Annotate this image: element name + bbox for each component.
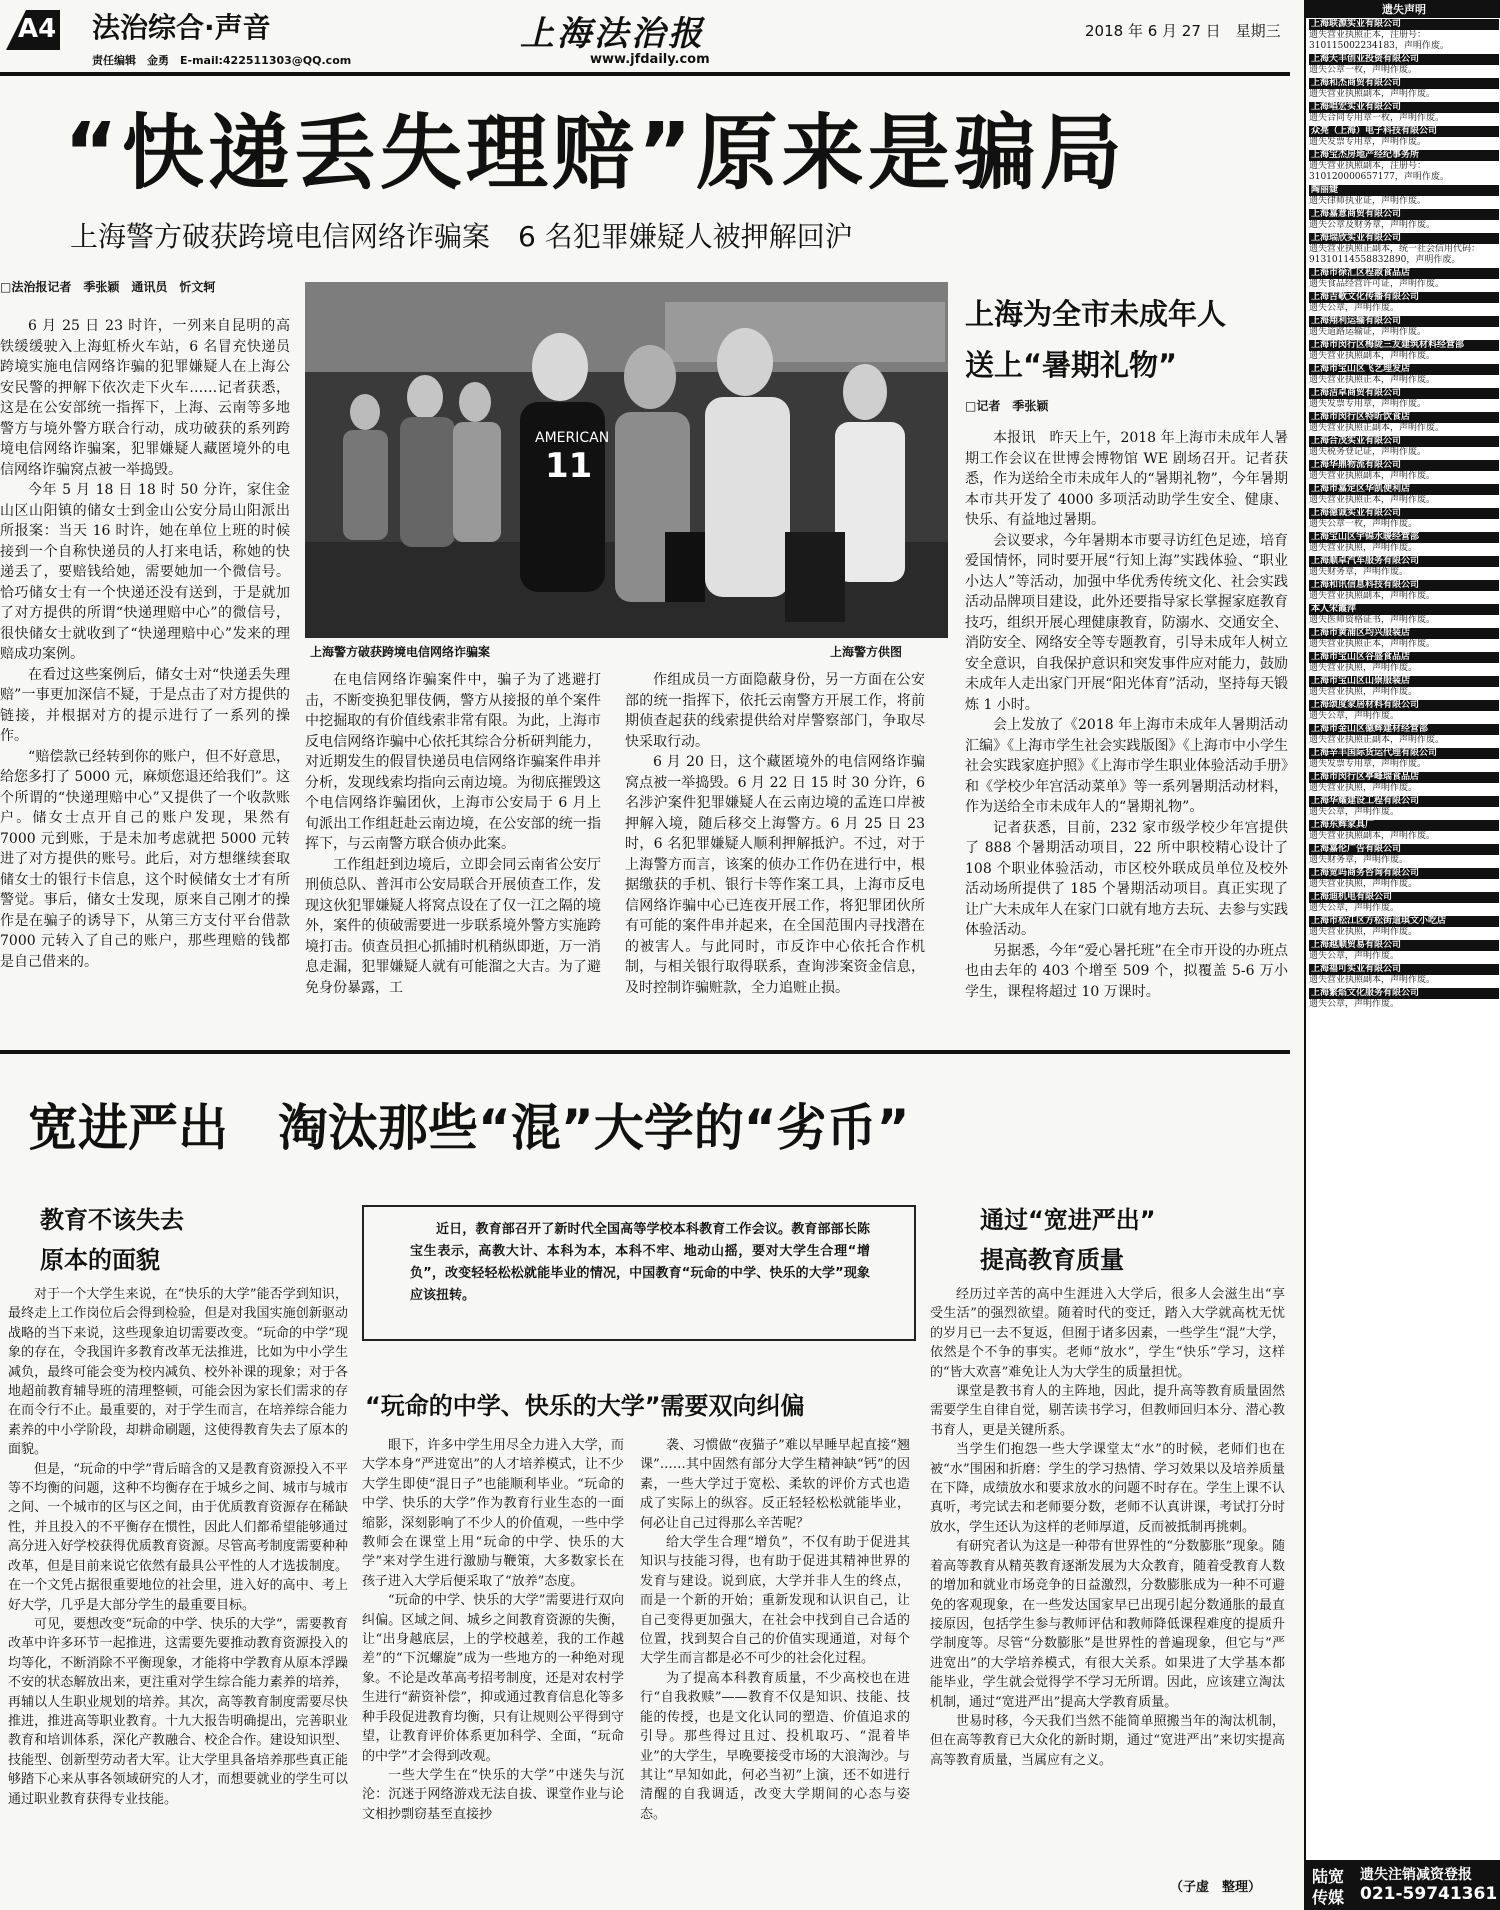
ad-item <box>1306 411 1500 435</box>
ad-item-title: 上海宝杰房地产经纪事务所 <box>1309 150 1499 161</box>
ad-item-title: 上海联源实业有限公司 <box>1309 19 1499 30</box>
ad-item <box>1306 987 1500 1011</box>
edu-mid-column-2 <box>640 1436 910 1891</box>
ad-item <box>1306 339 1500 363</box>
ad-item <box>1306 555 1500 579</box>
ad-item-text: 遗失营业执照，声明作废。 <box>1309 663 1418 673</box>
ad-item-text: 遗失营业执照副本，声明作废。 <box>1309 471 1436 481</box>
ad-item-title: 上海市徐汇区程淑食品店 <box>1309 268 1499 279</box>
ad-item-text: 遗失公章，声明作废。 <box>1309 999 1400 1009</box>
ad-item <box>1306 483 1500 507</box>
lead-paragraph: 在电信网络诈骗案件中，骗子为了逃避打击，不断变换犯罪伎俩，警方从接报的单个案件中挖掘取的有价值线索非常有限。为此，上海市反电信网络诈骗中心依托其综合分析研判能力，对近期发生的假冒快递员电信网络诈骗案件串并分析，发现线索均指向云南边境。为彻底摧毁这个电信网络诈骗团伙，上海市公安局于 6 月上旬派出工作组赶赴云南边境，在公安部的统一指挥下，与云南警方联合侦办此案。 <box>305 672 601 852</box>
ad-item-title: 上海嘉意商贸有限公司 <box>1309 209 1499 220</box>
ad-item-title: 上海吉歌文化传播有限公司 <box>1309 292 1499 303</box>
edu-mid-column-1 <box>362 1436 624 1891</box>
ad-item <box>1306 53 1500 77</box>
ad-item-text: 遗失营业执照，声明作废。 <box>1309 879 1418 889</box>
ad-item-title: 上海宝山区宇锦水暖经营部 <box>1309 532 1499 543</box>
ad-item-text: 遗失营业执照，声明作废。 <box>1309 927 1418 937</box>
lead-paragraph: 在看过这些案例后，储女士对“快递丢失理赔”一事更加深信不疑，于是点击了对方提供的链接，并根据对方的提示进行了一系列的操作。 <box>0 666 290 744</box>
ad-item <box>1306 627 1500 651</box>
ad-item-text: 遗失公章，声明作废。 <box>1309 903 1400 913</box>
edu-mid-paragraph: “玩命的中学、快乐的大学”需要进行双向纠偏。区域之间、城乡之间教育资源的失衡，让“出身越底层，上的学校越差，我的工作越差”的“下沉螺旋”成为一些地方的一种绝对现象。不论是改革高考招考制度，还是对农村学生进行“薪资补偿”，抑或通过教育信息化等多种手段促进教育均衡，只有让规则公平得到守望，让教育评价体系更加科学、全面，“玩命的中学”才会得到改观。 <box>362 1593 624 1764</box>
ad-item-title: 上海福可实业有限公司 <box>1309 964 1499 975</box>
ad-item-text: 遗失财务章，声明作废。 <box>1309 567 1409 577</box>
edu-intro-box <box>362 1205 916 1341</box>
ad-item-title: 上海市闵行区亭峰瑞食品店 <box>1309 772 1499 783</box>
ad-item <box>1306 267 1500 291</box>
ad-item-text: 遗失营业执照，声明作废。 <box>1309 783 1418 793</box>
ad-item <box>1306 939 1500 963</box>
ad-item-text: 遗失律师执业证，声明作废。 <box>1309 196 1427 206</box>
lead-photo <box>305 282 948 638</box>
lead-paragraph: 6 月 25 日 23 时许，一列来自昆明的高铁缓缓驶入上海虹桥火车站，6 名冒充快递员跨境实施电信网络诈骗的犯罪嫌疑人在上海公安民警的押解下依次走下火车……记者获悉，这是在公安部统一指挥下，上海、云南等多地警方与境外警方联合行动，成功破获的系列跨境电信网络诈骗案，犯罪嫌疑人藏匿境外的电信网络诈骗窝点被一举捣毁。 <box>0 318 290 478</box>
side-paragraph: 记者获悉，目前，232 家市级学校少年宫提供了 888 个暑期活动项目，22 所中职校精心设计了 108 个职业体验活动，市区校外联成员单位及校外活动场所提供了 185 个暑期活动项目。真正实现了让广大未成年人在家门口就有地方去玩、去参与实践体验活动。 <box>965 819 1288 938</box>
lead-subhead: 上海警方破获跨境电信网络诈骗案 6 名犯罪嫌疑人被押解回沪 <box>70 220 853 253</box>
ad-item-title: 上海市松江区方松街道琪文小吃店 <box>1309 916 1499 927</box>
ad-item-title: 上海华耀建设工程有限公司 <box>1309 796 1499 807</box>
edu-mid-paragraph: 一些大学生在“快乐的大学”中迷失与沉沦：沉迷于网络游戏无法自拔、课堂作业与论文相抄剽窃基至直接抄 <box>362 1767 624 1822</box>
side-paragraph: 会议要求，今年暑期本市要寻访红色足迹，培育爱国情怀，同时要开展“行知上海”实践体验、“职业小达人”等活动，加强中华优秀传统文化、社会实践活动品牌项目建设，此外还要指导家长掌握家庭教育技巧，组织开展心理健康教育，防溺水、交通安全、消防安全、网络安全等专题教育，引导未成年人树立安全意识，自我保护意识和突发事件应对能力，鼓励未成年人走出家门开展“阳光体育”活动，坚持每天锻炼 1 小时。 <box>965 532 1288 713</box>
edu-mid-title: “玩命的中学、快乐的大学”需要双向纠偏 <box>365 1392 805 1420</box>
ad-item-title: 陶丽婕 <box>1309 185 1499 196</box>
lead-column-3 <box>625 670 925 1015</box>
ad-item <box>1306 771 1500 795</box>
ad-item-title: 上海瑞欣实业有限公司 <box>1309 233 1499 244</box>
ads-top-label: 遗失声明 <box>1306 0 1500 18</box>
lead-column-2 <box>305 670 601 1015</box>
ad-item-text: 遗失营业执照副本，声明作废。 <box>1309 89 1436 99</box>
ads-footer-brand-1: 陆宽 <box>1312 1867 1345 1886</box>
edu-credit: （子虚 整理） <box>1170 1880 1262 1895</box>
ad-item <box>1306 723 1500 747</box>
edu-right-paragraph: 课堂是教书育人的主阵地，因此，提升高等教育质量固然需要学生自律自觉，剔苦读书学习，但教师回归本分、潜心教书育人，更是关键所系。 <box>930 1384 1285 1438</box>
ad-item-text: 遗失发票专用章，声明作废。 <box>1309 137 1427 147</box>
ad-item-title: 上海市闵行区梅陇三友建筑材料经营部 <box>1309 340 1499 351</box>
edu-mid-paragraph: 为了提高本科教育质量，不少高校也在进行“自我救赎”——教育不仅是知识、技能、技能的传授，也是文化认同的塑造、价值追求的引导。那些得过且过、投机取巧、“混着毕业”的大学生，早晚要接受市场的大浪淘沙。与其让“早知如此，何必当初”上演，还不如进行清醒的自我调适，改变大学期间的心态与姿态。 <box>640 1670 910 1822</box>
ad-item-text: 遗失营业执照副本，声明作废。 <box>1309 351 1436 361</box>
edu-right-title-1: 通过“宽进严出” <box>980 1206 1156 1234</box>
ad-item <box>1306 507 1500 531</box>
ad-item-title: 上海市黄浦区均兴服装店 <box>1309 628 1499 639</box>
edu-right-paragraph: 世易时移，今天我们当然不能简单照搬当年的淘汰机制，但在高等教育已大众化的新时期，通过“宽进严出”来切实提高高等教育质量，当属应有之义。 <box>930 1713 1285 1768</box>
ad-item <box>1306 291 1500 315</box>
ads-footer <box>1306 1860 1500 1910</box>
ad-item-title: 上海辛丰国际货运代理有限公司 <box>1309 748 1499 759</box>
ad-item-title: 上海洁卓商贸有限公司 <box>1309 388 1499 399</box>
ad-item-title: 上海合茂实业有限公司 <box>1309 436 1499 447</box>
ad-item <box>1306 963 1500 987</box>
lead-headline: “快递丢失理赔”原来是骗局 <box>64 106 1126 201</box>
ad-item-text: 遗失合同专用章一枚，声明作废。 <box>1309 113 1445 123</box>
ad-item <box>1306 77 1500 101</box>
ad-item-title: 上海天丰创业投资有限公司 <box>1309 54 1499 65</box>
ads-footer-phone: 021-59741361 <box>1360 1884 1498 1904</box>
lead-column-1 <box>0 316 290 1016</box>
edu-intro <box>410 1219 870 1329</box>
ad-item <box>1306 435 1500 459</box>
ad-item-text: 遗失发票专用章，声明作废。 <box>1309 759 1427 769</box>
ad-item-title: 上海市闵行区特昕饮食店 <box>1309 412 1499 423</box>
ad-item <box>1306 459 1500 483</box>
edu-intro-text: 近日，教育部召开了新时代全国高等学校本科教育工作会议。教育部部长陈宝生表示，高教大计、本科为本，本科不牢、地动山摇，要对大学生合理“增负”，改变轻轻松松就能毕业的情况，中国教育“玩命的中学、快乐的大学”现象应该扭转。 <box>410 1222 870 1303</box>
paper-name: 上海法治报 <box>520 14 705 54</box>
edu-left-title-2: 原本的面貌 <box>40 1246 160 1274</box>
ad-item <box>1306 101 1500 125</box>
ad-item <box>1306 184 1500 208</box>
ad-item-title: 上海市宝山区飞艺理发店 <box>1309 364 1499 375</box>
ad-item-title: 上海和讯信息科技有限公司 <box>1309 580 1499 591</box>
edu-headline: 宽进严出 淘汰那些“混”大学的“劣币” <box>28 1099 910 1157</box>
ad-item-text: 遗失财务章，声明作废。 <box>1309 855 1409 865</box>
ad-item <box>1306 843 1500 867</box>
page-number-badge <box>4 8 62 52</box>
ad-item <box>1306 891 1500 915</box>
section-title: 法治综合·声音 <box>92 11 271 44</box>
ad-item <box>1306 651 1500 675</box>
ad-item-title: 本人宋霞萍 <box>1309 604 1499 615</box>
ad-item-text: 遗失医师资格证书，声明作废。 <box>1309 615 1436 625</box>
ad-item-title: 上海颂度家居材料有限公司 <box>1309 700 1499 711</box>
side-headline-1: 上海为全市未成年人 <box>965 297 1227 331</box>
edu-right-paragraph: 经历过辛苦的高中生涯进入大学后，很多人会滋生出“享受生活”的强烈欲望。随着时代的变迁，踏入大学就高枕无忧的岁月已一去不复返，但囿于诸多因素，一些学生“混”大学，依然是个不争的事实。老师“放水”，学生“快乐”学习，这样的“皆大欢喜”难免让人为大学生的质量担忧。 <box>930 1287 1285 1380</box>
ad-item-title: 上海市宝山区山崇服装店 <box>1309 676 1499 687</box>
issue-date: 2018 年 6 月 27 日 星期三 <box>1085 22 1281 40</box>
ad-item-text: 遗失公章，声明作废。 <box>1309 951 1400 961</box>
edu-right-paragraph: 当学生们抱怨一些大学课堂太“水”的时候，老师们也在被“水”围困和折磨：学生的学习热情、学习效果以及培养质量在下降，成绩放水和要求放水的问题不时存在。学生上课不认真听，考完试去和老师要分数，老师不认真讲课，考试打分时放水，学生还认为这样的老师厚道，反而被抵制再挑刺。 <box>930 1442 1285 1535</box>
ad-item-title: 上海嘉伦广告有限公司 <box>1309 844 1499 855</box>
ad-item-title: 上海繁焰文化服务有限公司 <box>1309 988 1499 999</box>
edu-left-paragraph: 可见，要想改变“玩命的中学、快乐的大学”，需要教育改革中许多环节一起推进，这需要先要推动教育资源投入的均等化，不断消除不平衡现象，才能将中学教育从原本浮躁不安的状态解放出来，更注重对学生综合能力素养的培养，再辅以人生职业规划的培养。其次，高等教育制度需要尽快推进，推进高等职业教育。十九大报告明确提出，完善职业教育和培训体系，深化产教融合、校企合作。建设知识型、技能型、创新型劳动者大军。让大学里具备培养那些真正能够踏下心来从事各领域研究的人才，而想要就业的学生可以通过职业教育获得专业技能。 <box>8 1616 348 1807</box>
ad-item-text: 遗失公章及财务章，声明作废。 <box>1309 220 1436 230</box>
edu-right-paragraph: 有研究者认为这是一种带有世界性的“分数膨胀”现象。随着高等教育从精英教育逐渐发展为大众教育，随着受教育人数的增加和就业市场竞争的日益激烈，分数膨胀成为一种不可避免的客观现象，在一些发达国家早已出现引起分数通胀的最直接原因，包括学生参与教师评估和教师降低课程难度的提质升学制度等。尽管“分数膨胀”是世界性的普遍现象，但它与“严进宽出”的大学培养模式，有很大关系。如果进了大学基本都能毕业，学生就会觉得学不学习无所谓。因此，应该建立淘汰机制，通过“宽进严出”提高大学教育质量。 <box>930 1539 1285 1710</box>
edu-mid-paragraph: 给大学生合理“增负”，不仅有助于促进其知识与技能习得，也有助于促进其精神世界的发育与建设。说到底，大学并非人生的终点，而是一个新的开始；重新发现和认识自己，让自己变得更加强大，在社会中找到自己合适的位置，找到契合自己的价值实现通道，对每个大学生而言都是必不可少的社会化过程。 <box>640 1535 910 1667</box>
ad-item-text: 遗失公章，声明作废。 <box>1309 711 1400 721</box>
ad-item <box>1306 675 1500 699</box>
ad-item <box>1306 699 1500 723</box>
ad-item <box>1306 18 1500 53</box>
edu-left-paragraph: 但是，“玩命的中学”背后暗含的又是教育资源投入不平等不均衡的问题，这种不均衡存在于城乡之间、城市与城市之间、一个城市的区与区之间，由于优质教育资源存在稀缺性，并且投入的不平衡存在惯性，因此人们都希望能够通过高分进入好学校获得优质教育资源。尽管高考制度需要种种改革，但是目前来说它依然有最具公平性的人才选拔制度。在一个文凭占据很重要地位的社会里，进入好的高中、考上好大学，几乎是大部分学生的最重要目标。 <box>8 1461 348 1613</box>
ad-item-text: 遗失营业执照正副本，声明作废。 <box>1309 423 1445 433</box>
ad-item-text: 遗失营业执照正本，声明作废。 <box>1309 495 1436 505</box>
photo-credit: 上海警方供图 <box>830 645 903 659</box>
edu-left-paragraph: 对于一个大学生来说，在“快乐的大学”能否学到知识，最终走上工作岗位后会得到检验，但是对我国实施创新驱动战略的当下来说，这些现象迫切需要改变。“玩命的中学”现象的存在，令我国许多教育改革无法推进，比如为中小学生减负，最终可能会变为校内减负、校外补课的现象；对于各地超前教育辅导班的清理整顿，可能会因为家长们需求的存在而令行不止。最重要的，对于学生而言，在培养综合能力素养的中小学阶段，却耕命刷题，这使得教育失去了原本的面貌。 <box>8 1287 348 1458</box>
ad-item-text: 遗失公章一枚，声明作废。 <box>1309 65 1418 75</box>
lead-photo-image <box>305 282 948 638</box>
lead-paragraph: 6 月 20 日，这个藏匿境外的电信网络诈骗窝点被一举捣毁。6 月 22 日 15 时 30 分许，6 名涉沪案件犯罪嫌疑人在云南边境的孟连口岸被押解入境，随后移交上海警方。6 月 25 日 23 时，6 名犯罪嫌疑人顺利押解抵沪。不过，对于上海警方而言，该案的侦办工作仍在进行中，根据缴获的手机、银行卡等作案工具，上海市反电信网络诈骗中心已连夜开展工作，将犯罪团伙所有可能的案件串并起来，在全国范围内寻找潜在的被害人。与此同时，市反诈中心依托合作机制，与相关银行取得联系，查询涉案资金信息，及时控制诈骗赃款，全力追赃止损。 <box>625 754 925 996</box>
ad-item-title: 上海唱宏实业有限公司 <box>1309 102 1499 113</box>
ad-item-text: 遗失营业执照，声明作废。 <box>1309 687 1418 697</box>
lead-paragraph: “赔偿款已经转到你的账户，但不好意思，给您多打了 5000 元，麻烦您退还给我们”。这个所谓的“快递理赔中心”又提供了一个收款账户。储女士点开自己的账户发现，果然有 7000 元到账，于是未加考虑就把 5000 元转进了对方提供的账号。此后，对方想继续套取储女士的银行卡信息，这个时候储女士才有所警觉。事后，储女士发现，原来自己刚才的操作是在骗子的诱导下，从第三方支付平台借款 7000 元转入了自己的账户，那些理赔的钱都是自己借来的。 <box>0 748 290 970</box>
side-paragraph: 另据悉，今年“爱心暑托班”在全市开设的办班点也由去年的 403 个增至 509 个，拟覆盖 5-6 万小学生，课程将超过 10 万课时。 <box>965 942 1288 1000</box>
ad-item <box>1306 387 1500 411</box>
ad-item-text: 遗失营业执照正本，声明作废。 <box>1309 639 1436 649</box>
ad-item-text: 遗失营业执照，声明作废。 <box>1309 543 1418 553</box>
section-divider <box>0 1050 1290 1054</box>
lead-paragraph: 今年 5 月 18 日 18 时 50 分许，家住金山区山阳镇的储女士到金山公安分局山阳派出所报案：当天 16 时许，她在单位上班的时候接到一个自称快递员的人打来电话，称她的快递丢了，要赔钱给她，需要她加一个微信号。恰巧储女士有一个快递还没有送到，于是就加了对方提供的所谓“快递理赔中心”的微信号，很快储女士就收到了“快递理赔中心”发来的理赔成功案例。 <box>0 482 290 662</box>
ad-item-title: 上海东辉家具厂 <box>1309 820 1499 831</box>
ad-item-title: 众亮（上海）电子科技有限公司 <box>1309 126 1499 137</box>
ad-item <box>1306 579 1500 603</box>
ad-item <box>1306 531 1500 555</box>
ad-item <box>1306 819 1500 843</box>
ad-item <box>1306 232 1500 267</box>
lead-byline: □法治报记者 季张颖 通讯员 忻文轲 <box>0 280 216 294</box>
ad-item <box>1306 747 1500 771</box>
ad-item-title: 上海德诚实业有限公司 <box>1309 508 1499 519</box>
ad-item-text: 遗失道路运输证，声明作废。 <box>1309 327 1427 337</box>
ad-item-title: 上海市金山区德辉建材经营部 <box>1309 724 1499 735</box>
ad-item-title: 上海市嘉定区华凯便利店 <box>1309 484 1499 495</box>
ad-item-text: 遗失食品经营许可证，声明作废。 <box>1309 279 1445 289</box>
ad-item-text: 遗失营业执照副本，注册号：310120000657177，声明作废。 <box>1309 161 1449 182</box>
ad-item <box>1306 149 1500 184</box>
ad-item <box>1306 208 1500 232</box>
photo-caption: 上海警方破获跨境电信网络诈骗案 <box>310 645 491 659</box>
side-byline: □记者 季张颖 <box>965 399 1049 413</box>
ad-item <box>1306 363 1500 387</box>
svg-text:11: 11 <box>545 446 593 486</box>
ad-item <box>1306 867 1500 891</box>
ad-item-title: 上海和杰商贸有限公司 <box>1309 78 1499 89</box>
ad-item-title: 上海越顺贸易有限公司 <box>1309 940 1499 951</box>
edu-right-column <box>930 1285 1285 1860</box>
svg-text:AMERICAN: AMERICAN <box>535 430 610 446</box>
ad-item <box>1306 603 1500 627</box>
ad-item-title: 上海市宝山区谷盛食品店 <box>1309 652 1499 663</box>
edu-mid-paragraph: 袭、习惯做“夜猫子”难以早睡早起直接“翘课”……其中固然有部分大学生精神缺“钙”的因素，一些大学过于宽松、柔软的评价方式也造成了实际上的纵容。反正轻轻松松就能毕业，何必让自己过得那么辛苦呢？ <box>640 1438 910 1531</box>
ad-item-text: 遗失营业执照正本，声明作废。 <box>1309 375 1436 385</box>
ad-item-title: 上海翔利运输有限公司 <box>1309 316 1499 327</box>
ad-item-text: 遗失公章，声明作废。 <box>1309 807 1400 817</box>
edu-right-title-2: 提高教育质量 <box>980 1246 1124 1274</box>
ads-footer-brand-2: 传媒 <box>1312 1888 1345 1907</box>
side-body <box>965 428 1288 1013</box>
ads-list <box>1306 18 1500 1840</box>
ad-item <box>1306 125 1500 149</box>
edu-left-column <box>8 1285 348 1885</box>
ad-item-text: 遗失税务登记证，声明作废。 <box>1309 447 1427 457</box>
edu-mid-paragraph: 眼下，许多中学生用尽全力进入大学，而大学本身“严进宽出”的人才培养模式，让不少大学生即使“混日子”也能顺利毕业。“玩命的中学、快乐的大学”作为教育行业生态的一面缩影，深刻影响了不少人的价值观，一些中学教师会在课堂上用“玩命的中学、快乐的大学”来对学生进行激励与鞭策，大多数家长在孩子进入大学后便采取了“放养”态度。 <box>362 1438 624 1589</box>
header-rule <box>0 72 1290 76</box>
ads-footer-title: 遗失注销减资登报 <box>1360 1867 1472 1883</box>
ad-item-text: 遗失营业执照正副本，声明作废。 <box>1309 735 1445 745</box>
ad-item-text: 遗失营业执照正副本，统一社会信用代码：91310114558832890，声明作废。 <box>1309 244 1481 265</box>
ad-item-title: 上海迪机电有限公司 <box>1309 892 1499 903</box>
ad-item-text: 遗失营业执照副本，声明作废。 <box>1309 591 1436 601</box>
ad-item <box>1306 315 1500 339</box>
ad-item-title: 上海宽吗商务咨询有限公司 <box>1309 868 1499 879</box>
page-number: A4 <box>18 14 57 44</box>
ad-item <box>1306 915 1500 939</box>
ad-item-title: 上海顺卓汽车服务有限公司 <box>1309 556 1499 567</box>
ad-item <box>1306 795 1500 819</box>
ad-item-text: 遗失营业执照正本，注册号：310115002234183，声明作废。 <box>1309 30 1449 51</box>
edu-left-title-1: 教育不该失去 <box>40 1206 184 1234</box>
website: www.jfdaily.com <box>590 52 710 67</box>
ad-item-text: 遗失营业执照副本，声明作废。 <box>1309 975 1436 985</box>
editor-line: 责任编辑 金勇 E-mail:422511303@QQ.com <box>92 54 352 67</box>
ad-item-title: 上海华鼎物流有限公司 <box>1309 460 1499 471</box>
lead-paragraph: 工作组赶到边境后，立即会同云南省公安厅刑侦总队、普洱市公安局联合开展侦查工作，发现这伙犯罪嫌疑人将窝点设在了仅一江之隔的境外，案件的侦破需要进一步联系境外警方实施跨境打击。侦查员担心抓捕时机稍纵即逝，万一消息走漏，犯罪嫌疑人就有可能溜之大吉。为了避免身份暴露，工 <box>305 856 601 996</box>
ad-item-text: 遗失发票专用章，声明作废。 <box>1309 399 1427 409</box>
side-paragraph: 本报讯 昨天上午，2018 年上海市未成年人暑期工作会议在世博会博物馆 WE 剧场召开。记者获悉，作为送给全市未成年人的“暑期礼物”，今年暑期本市共开发了 4000 多项活动助学生安全、健康、快乐、有益地过暑期。 <box>965 430 1288 528</box>
side-paragraph: 会上发放了《2018 年上海市未成年人暑期活动汇编》《上海市学生社会实践版图》《上海市中小学生社会实践家庭护照》《上海市学生职业体验活动手册》和《学校少年宫活动菜单》等一系列暑期活动材料，作为送给全市未成年人的“暑期礼物”。 <box>965 717 1288 815</box>
ad-item-text: 遗失公章一枚，声明作废。 <box>1309 519 1418 529</box>
ad-item-text: 遗失营业执照副本，声明作废。 <box>1309 831 1436 841</box>
lead-paragraph: 作组成员一方面隐蔽身份，另一方面在公安部的统一指挥下，依托云南警方开展工作，将前期侦查起获的线索提供给对岸警察部门，争取尽快采取行动。 <box>625 672 925 750</box>
side-headline-2: 送上“暑期礼物” <box>965 348 1178 382</box>
ad-item-text: 遗失公章，声明作废。 <box>1309 303 1400 313</box>
classified-ads-column <box>1304 0 1500 1910</box>
